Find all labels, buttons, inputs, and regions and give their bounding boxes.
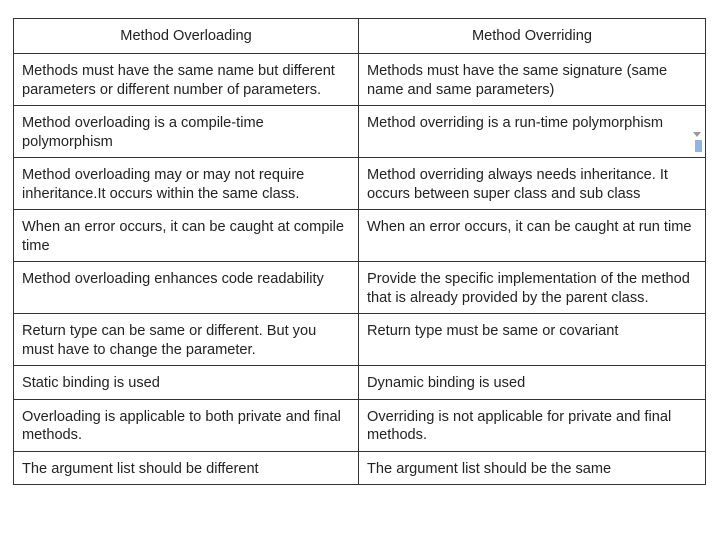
- overriding-cell: Method overriding is a run-time polymorphism: [359, 106, 706, 158]
- dropdown-triangle-icon: [693, 132, 701, 137]
- overriding-cell: Return type must be same or covariant: [359, 314, 706, 366]
- table-row: [14, 158, 706, 210]
- table-row: [14, 262, 706, 314]
- header-row: [14, 19, 706, 54]
- overloading-cell: Overloading is applicable to both private and final methods.: [14, 399, 359, 451]
- overloading-cell: Method overloading enhances code readability: [14, 262, 359, 314]
- overloading-cell: The argument list should be different: [14, 451, 359, 485]
- overloading-cell: Method overloading is a compile-time polymorphism: [14, 106, 359, 158]
- overriding-cell: Overriding is not applicable for private and final methods.: [359, 399, 706, 451]
- header-overloading: Method Overloading: [14, 19, 359, 54]
- table-row: [14, 106, 706, 158]
- overriding-cell: Method overriding always needs inheritance. It occurs between super class and sub class: [359, 158, 706, 210]
- overloading-cell: When an error occurs, it can be caught at compile time: [14, 210, 359, 262]
- comparison-table: [13, 18, 706, 485]
- overriding-cell: Provide the specific implementation of the method that is already provided by the parent class.: [359, 262, 706, 314]
- overloading-cell: Methods must have the same name but different parameters or different number of parameters.: [14, 54, 359, 106]
- overriding-cell: Methods must have the same signature (same name and same parameters): [359, 54, 706, 106]
- table-row: [14, 210, 706, 262]
- overloading-cell: Method overloading may or may not require inheritance.It occurs within the same class.: [14, 158, 359, 210]
- table-row: [14, 366, 706, 400]
- table-row: [14, 54, 706, 106]
- table-row: [14, 399, 706, 451]
- header-overriding: Method Overriding: [359, 19, 706, 54]
- overloading-cell: Return type can be same or different. But you must have to change the parameter.: [14, 314, 359, 366]
- table-row: [14, 451, 706, 485]
- overriding-cell: The argument list should be the same: [359, 451, 706, 485]
- selection-handle-icon: [695, 140, 702, 152]
- overloading-cell: Static binding is used: [14, 366, 359, 400]
- cell-overflow-marker[interactable]: [692, 132, 702, 156]
- overriding-cell: Dynamic binding is used: [359, 366, 706, 400]
- table-row: [14, 314, 706, 366]
- overriding-cell: When an error occurs, it can be caught at run time: [359, 210, 706, 262]
